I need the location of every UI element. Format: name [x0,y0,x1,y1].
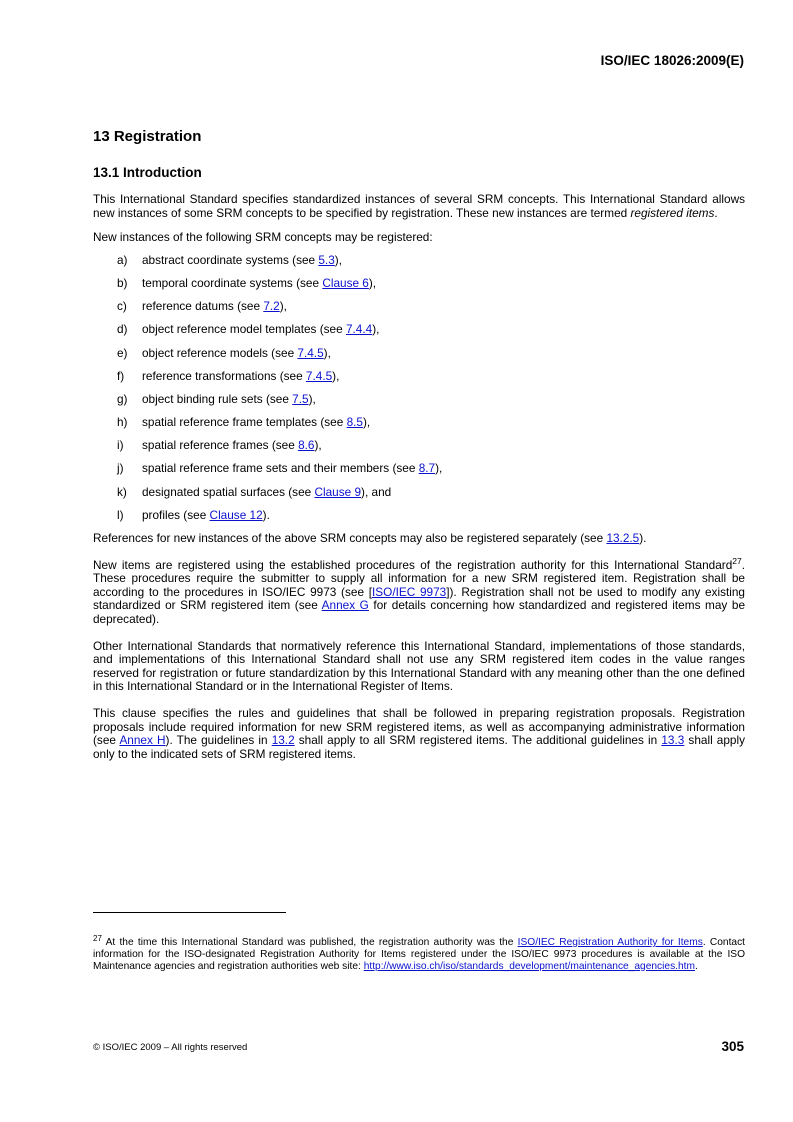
list-intro-paragraph: New instances of the following SRM concepts may be registered: [93,230,433,245]
footnote-number: 27 [93,934,102,943]
text-run: for details concerning how standardized and registered items may be deprecated). [93,598,746,626]
footnote-ref-27[interactable]: 27 [732,555,742,566]
footnote-divider [93,912,286,913]
list-item [93,393,745,407]
list-item-text: object reference model templates (see [142,322,346,337]
list-item-tail: ), [362,415,371,430]
text-run: This International Standard specifies standardized instances of several SRM concepts. This International Standard allows new instances of some SRM concepts to be specified by registration. These new instances are termed [93,192,745,220]
intro-paragraph [93,193,745,220]
text-run: This clause specifies the rules and guidelines that shall be followed in preparing registration proposals. Registration proposals include required information for new SRM registered items, as well as accompanying administrative information (see [93,705,745,748]
list-item [93,300,745,314]
list-item-tail: ), [323,345,331,360]
list-item [93,509,745,523]
link-7-4-5[interactable]: 7.4.5 [305,368,333,383]
list-marker: l) [117,507,124,522]
page-number: 305 [721,1039,744,1054]
list-item [93,347,745,361]
list-item-tail: ), [334,252,342,267]
text-run: At the time this International Standard was published, the registration authority was the [101,937,518,948]
list-marker: g) [117,391,128,406]
link-iso-maintenance-url[interactable]: http://www.iso.ch/iso/standards_development/maintenance_agencies.htm [363,960,695,972]
list-item-tail: ), [308,391,316,406]
link-13-2[interactable]: 13.2 [271,733,295,748]
list-item-tail: ), [314,438,322,453]
text-run: ]). Registration shall not be used to modify any existing standardized or SRM registered item (see [93,584,745,613]
list-item-text: abstract coordinate systems (see [142,252,319,267]
link-clause-9[interactable]: Clause 9 [314,484,362,499]
list-marker: b) [117,275,128,290]
list-item-text: reference datums (see [142,299,264,314]
link-8-6[interactable]: 8.6 [298,438,315,453]
link-13-2-5[interactable]: 13.2.5 [606,531,640,546]
list-marker: h) [117,415,128,430]
list-item-text: spatial reference frame sets and their members (see [142,461,419,476]
text-run: shall apply only to the indicated sets of SRM registered items. [93,733,746,761]
text-run: References for new instances of the above SRM concepts may also be registered separately (see [93,531,607,546]
list-marker: c) [117,299,127,314]
list-item-text: spatial reference frames (see [142,438,299,453]
list-marker: e) [117,345,128,360]
list-marker: j) [117,461,124,476]
list-item [93,323,745,337]
list-item-tail: ), [332,368,340,383]
list-item-text: temporal coordinate systems (see [142,275,323,290]
link-annex-h[interactable]: Annex H [119,733,166,748]
link-7-4-5[interactable]: 7.4.5 [297,345,324,360]
emphasis-text: registered items [630,205,715,220]
link-registration-authority[interactable]: ISO/IEC Registration Authority for Items [517,937,703,948]
link-7-5[interactable]: 7.5 [292,391,309,406]
text-run: ). The guidelines in [165,733,272,748]
list-item [93,486,745,500]
section-title: 13 Registration [93,128,202,145]
list-marker: f) [117,368,125,383]
list-item [93,462,745,476]
copyright-notice: © ISO/IEC 2009 – All rights reserved [93,1042,248,1053]
procedures-paragraph [93,555,746,627]
other-standards-paragraph: Other International Standards that normatively reference this International Standard, implementations of those standards, and implementations of this International Standard shall not use any SRM registered item codes in the value ranges reserved for registration or future standardization by this International Standard with any meaning other than the one defined in this International Standard or in the International Register of Items. [93,638,745,694]
list-item [93,370,745,384]
guidelines-paragraph [93,707,745,761]
list-item [93,416,745,430]
list-item-text: object binding rule sets (see [142,391,293,406]
text-run: . [714,205,718,220]
running-header: ISO/IEC 18026:2009(E) [600,53,744,68]
main-content [93,128,745,772]
link-8-7[interactable]: 8.7 [418,461,436,476]
list-item-tail: ), [435,461,443,476]
link-5-3[interactable]: 5.3 [318,252,335,267]
list-item-text: reference transformations (see [142,368,306,383]
list-item-tail: ), [368,275,377,290]
references-paragraph [93,532,745,546]
list-item-text: object reference models (see [142,345,298,360]
text-run: New items are registered using the established procedures of the registration authority for this International Standard [93,557,733,572]
list-item-tail: ), [279,299,287,314]
list-item-tail: ), [372,322,380,337]
link-7-2[interactable]: 7.2 [263,299,280,314]
link-clause-6[interactable]: Clause 6 [322,275,369,290]
list-item-tail: ). [262,507,270,522]
footnote-27 [93,934,746,972]
list-marker: i) [117,438,124,453]
text-run: ). [639,531,647,546]
link-13-3[interactable]: 13.3 [661,733,685,748]
list-marker: a) [117,252,128,267]
list-item [93,254,745,268]
link-annex-g[interactable]: Annex G [321,598,369,613]
link-7-4-4[interactable]: 7.4.4 [345,322,373,337]
text-run: shall apply to all SRM registered items. The additional guidelines in [294,733,662,748]
subsection-title: 13.1 Introduction [93,165,202,180]
link-8-5[interactable]: 8.5 [346,415,363,430]
link-clause-12[interactable]: Clause 12 [209,507,263,522]
list-item-text: profiles (see [142,507,210,522]
list-item-text: designated spatial surfaces (see [142,484,315,499]
text-run: . [695,960,698,972]
list-item-text: spatial reference frame templates (see [142,415,347,430]
registrable-concepts-list [93,254,745,523]
list-marker: k) [117,484,127,499]
list-marker: d) [117,322,128,337]
link-iso-iec-9973[interactable]: ISO/IEC 9973 [372,584,447,599]
list-item [93,277,745,291]
text-run: . Contact information for the ISO-designated Registration Authority for Items registered under the ISO/IEC 9973 procedures is available at the ISO Maintenance agencies and registration authorities web site: [93,937,746,972]
list-item [93,439,745,453]
list-item-tail: ), and [361,484,392,499]
text-run: . These procedures require the submitter to supply all information for a new SRM registered item. Registration shall be according to the procedures in ISO/IEC 9973 (see [ [93,557,745,599]
